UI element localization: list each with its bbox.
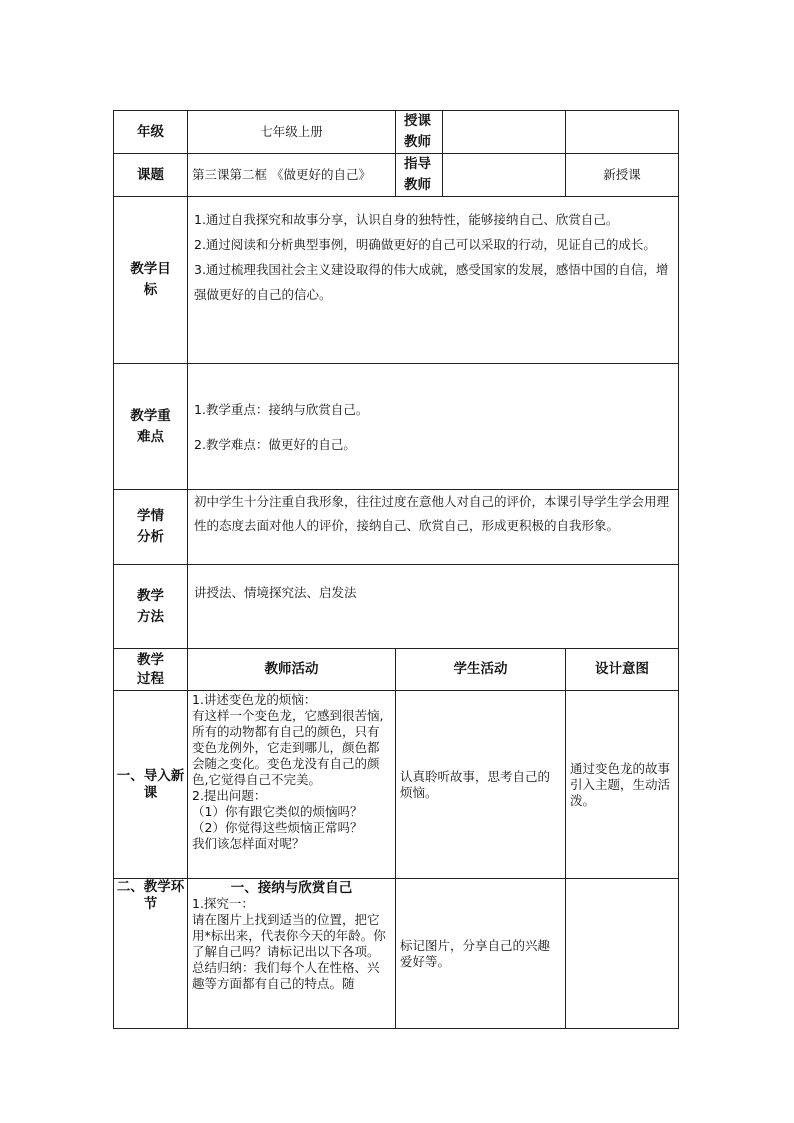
methods-content: 讲授法、情境探究法、启发法: [188, 565, 679, 649]
goal-item: 1.通过自我探究和故事分享，认识自身的独特性，能够接纳自己、欣赏自己。: [194, 212, 619, 227]
methods-row: [114, 565, 679, 649]
grade-label: 年级: [114, 111, 188, 154]
lesson-plan-document: [113, 110, 678, 1029]
grade-row: [114, 111, 679, 154]
teacher-label: 授课教师: [396, 111, 443, 154]
grade-value: 七年级上册: [188, 111, 396, 154]
topic-row: [114, 154, 679, 197]
blank-cell: [566, 111, 679, 154]
key-difficulty: 2.教学难点：做更好的自己。: [194, 436, 356, 452]
process-label: 教学过程: [114, 649, 188, 691]
lesson-plan-table: [113, 110, 679, 1029]
students-row: [114, 490, 679, 565]
stage-label: 一、导入新课: [114, 691, 188, 879]
teacher-value: [443, 111, 566, 154]
guide-teacher-label: 指导教师: [396, 154, 443, 197]
keypoints-content: [188, 364, 679, 490]
keypoints-row: [114, 364, 679, 490]
students-content: 初中学生十分注重自我形象，往往过度在意他人对自己的评价，本课引导学生学会用理性的态度去面对他人的评价，接纳自己、欣赏自己，形成更积极的自我形象。: [188, 490, 679, 565]
design-intent: [566, 879, 679, 1029]
col-student-header: 学生活动: [396, 649, 566, 691]
lesson-type: 新授课: [566, 154, 679, 197]
students-label: 学情分析: [114, 490, 188, 565]
guide-teacher-value: [443, 154, 566, 197]
student-activity: 认真聆听故事，思考自己的烦恼。: [396, 691, 566, 879]
process-header-row: [114, 649, 679, 691]
goals-content: [188, 197, 679, 364]
section-heading: 一、接纳与欣赏自己: [230, 880, 353, 896]
goal-item: 3.通过梳理我国社会主义建设取得的伟大成就，感受国家的发展，感悟中国的自信，增强做更好的自己的信心。: [194, 262, 669, 302]
topic-value: 第三课第二框 《做更好的自己》: [188, 154, 396, 197]
col-teacher-header: 教师活动: [188, 649, 396, 691]
goals-row: [114, 197, 679, 364]
stage-label: 二、教学环节: [114, 879, 188, 1029]
design-intent: 通过变色龙的故事引入主题，生动活泼。: [566, 691, 679, 879]
teacher-activity: 1.讲述变色龙的烦恼： 有这样一个变色龙，它感到很苦恼,所有的动物都有自己的颜色，只有变色龙例外，它走到哪儿，颜色都会随之变化。变色龙没有自己的颜色,它觉得自己不完美。 2.提出问题： （1）你有跟它类似的烦恼吗？ （2）你觉得这些烦恼正常吗？ 我们该怎样面对呢？: [188, 691, 396, 879]
teacher-activity: 一、接纳与欣赏自己 1.探究一： 请在图片上找到适当的位置，把它用*标出来，代表你今天的年龄。你了解自己吗？请标记出以下各项。 总结归纳：我们每个人在性格、兴趣等方面都有自己的特点。随: [188, 879, 396, 1029]
key-focus: 1.教学重点：接纳与欣赏自己。: [194, 401, 369, 417]
methods-label: 教学方法: [114, 565, 188, 649]
topic-label: 课题: [114, 154, 188, 197]
student-activity: 标记图片，分享自己的兴趣爱好等。: [396, 879, 566, 1029]
keypoints-label: 教学重难点: [114, 364, 188, 490]
process-row: [114, 691, 679, 879]
process-row: [114, 879, 679, 1029]
goal-item: 2.通过阅读和分析典型事例，明确做更好的自己可以采取的行动，见证自己的成长。: [194, 237, 656, 252]
col-design-header: 设计意图: [566, 649, 679, 691]
goals-label: 教学目标: [114, 197, 188, 364]
